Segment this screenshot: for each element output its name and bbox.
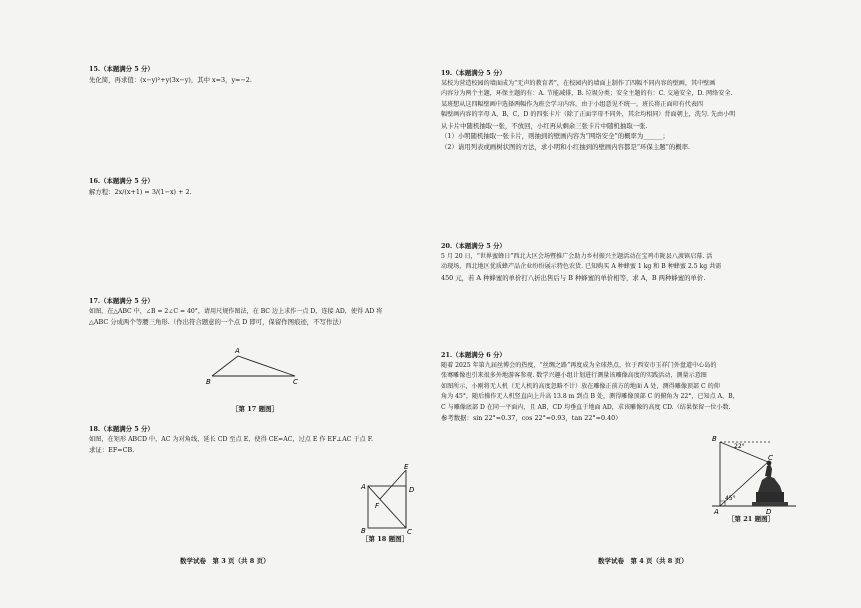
question-19-line-3: 某班想从这四幅壁画中选择两幅作为班会学习内容，由于小组意见不统一，班长将正面印有代表四	[441, 100, 704, 108]
angle-45-label: 45°	[725, 495, 736, 502]
question-20-header: 20.（本题满分 5 分）	[441, 242, 506, 250]
question-21-line-6: 参考数据：sin 22°≈0.37，cos 22°≈0.93，tan 22°≈0.40）	[441, 414, 622, 422]
question-19-line-5: 从卡片中随机抽取一张，不放回，小红再从剩余三张卡片中随机抽取一张.	[441, 121, 648, 130]
angle-22-label: 22°	[734, 443, 745, 450]
label-c: C	[293, 378, 298, 386]
question-21-line-1: 随着 2025 年第九届丝博会的热度，“丝绸之路”再度成为全球热点，位于西安市玉祥门外盘道中心岛的	[441, 361, 717, 369]
question-18	[89, 424, 419, 456]
right-page-footer: 数学试卷 第 4 页（共 8 页）	[598, 557, 688, 565]
label-c: C	[407, 528, 412, 536]
label-a: A	[235, 347, 240, 355]
label-b: B	[206, 378, 211, 386]
statue-icon	[752, 461, 788, 506]
right-page	[430, 0, 861, 608]
question-17-line-2: △ABC 分成两个等腰三角形.（作出符合题意的一个点 D 即可，保留作图痕迹，不写作法）	[89, 318, 346, 326]
question-19	[441, 68, 853, 152]
question-17-line-1: 如图，在△ABC 中，∠B = 2∠C = 40°，请用尺规作图法，在 BC 边上求作一点 D，连接 AD，使得 AD 将	[89, 307, 383, 315]
label-d: D	[409, 486, 415, 494]
figure-18-caption: ［第 18 题图］	[362, 535, 409, 543]
question-16-header: 16.（本题满分 5 分）	[89, 177, 154, 185]
question-19-header: 19.（本题满分 5 分）	[441, 69, 506, 77]
question-21-line-4: 角为 45°，随后操作无人机竖直向上升高 13.8 m 到点 B 处，测得雕像顶部 C 的俯角为 22°，已知点 A，B，	[441, 393, 739, 400]
question-18-line-2: 求证：EF=CB.	[89, 446, 135, 454]
triangle-abc	[212, 356, 295, 376]
question-17	[89, 296, 425, 328]
question-21-line-2: 张骞雕像也引来很多外地游客参观. 数学兴趣小组计划进行测量该雕像高度的实践活动，测量示意图	[441, 372, 707, 379]
label-d: D	[766, 508, 772, 516]
question-21	[441, 350, 853, 424]
question-21-line-5: C 与雕像底部 D 在同一平面内，且 AB，CD 均垂直于地面 AD，求该雕像的高度 CD.（结果保留一位小数.	[441, 403, 731, 411]
figure-21-caption: ［第 21 题图］	[728, 515, 775, 523]
label-b: B	[361, 527, 366, 535]
question-15-header: 15.（本题满分 5 分）	[89, 65, 154, 73]
question-18-line-1: 如图，在矩形 ABCD 中，AC 为对角线，延长 CD 至点 E，使得 CE=AC，过点 E 作 EF⊥AC 于点 F.	[89, 435, 373, 443]
label-e: E	[404, 463, 409, 471]
question-20-line-1: 5 月 20 日，“世界蜜蜂日”西北大区会场暨推广会助力乡村振兴主题活动在宝鸡市陇县八渡镇启幕. 活	[441, 252, 713, 260]
label-a: A	[361, 483, 366, 491]
question-20-line-2: 动现场，西北地区优质蜂产品企业纷纷展示特色农货. 已知购买 A 种蜂蜜 1 kg 和 B 种蜂蜜 2.5 kg 共需	[441, 263, 722, 270]
left-page-footer: 数学试卷 第 3 页（共 8 页）	[180, 557, 270, 565]
label-c: C	[768, 454, 773, 462]
diagonal-ac	[368, 486, 406, 528]
figure-18-rectangle	[358, 462, 420, 536]
label-b: B	[712, 436, 717, 443]
question-15-text: 先化简，再求值：(x−y)²+y(3x−y)，其中 x=3，y=−2.	[89, 75, 252, 84]
figure-17-caption: ［第 17 题图］	[232, 405, 279, 413]
question-19-line-7: （2）请用列表或画树状图的方法，求小明和小红抽到的壁画内容都是“环保主题”的概率.	[441, 142, 691, 151]
question-19-line-6: （1）小明随机抽取一张卡片，则抽到的壁画内容为“网络安全”的概率为______；	[441, 132, 669, 140]
left-page	[0, 0, 430, 608]
segment-ef	[380, 470, 406, 499]
question-16-text: 解方程：2x/(x+1) = 3/(1−x) + 2.	[89, 187, 192, 196]
question-20-line-3: 450 元，若 A 种蜂蜜的单价打八折出售后与 B 种蜂蜜的单价相等，求 A，B 两种蜂蜜的单价.	[441, 273, 706, 282]
label-f: F	[375, 502, 380, 510]
question-19-line-4: 幅壁画内容的字母 A，B，C，D 的四张卡片（除了正面字母不同外，其余均相同）背面朝上，洗匀. 先由小明	[441, 111, 736, 118]
question-21-header: 21.（本题满分 6 分）	[441, 351, 506, 359]
figure-17-triangle	[200, 344, 310, 386]
question-18-header: 18.（本题满分 5 分）	[89, 425, 154, 433]
question-16	[89, 176, 419, 197]
question-15	[89, 64, 419, 85]
figure-21-statue-diagram	[710, 436, 800, 516]
question-19-line-2: 内容分为两个主题，环保主题的有：A. 节能减排，B. 垃圾分类；安全主题的有：C. 交通安全，D. 网络安全.	[441, 90, 733, 97]
question-20	[441, 241, 853, 283]
label-a: A	[714, 508, 719, 516]
question-17-header: 17.（本题满分 5 分）	[89, 297, 154, 305]
question-19-line-1: 某校为营造校园的墙面成为“无声的教育者”，在校园内的墙面上制作了四幅不同内容的壁画，其中壁画	[441, 79, 716, 87]
question-21-line-3: 如图所示，小刚将无人机（无人机的高度忽略不计）放在雕像正前方的地面 A 处，测得雕像顶部 C 的仰	[441, 382, 720, 390]
